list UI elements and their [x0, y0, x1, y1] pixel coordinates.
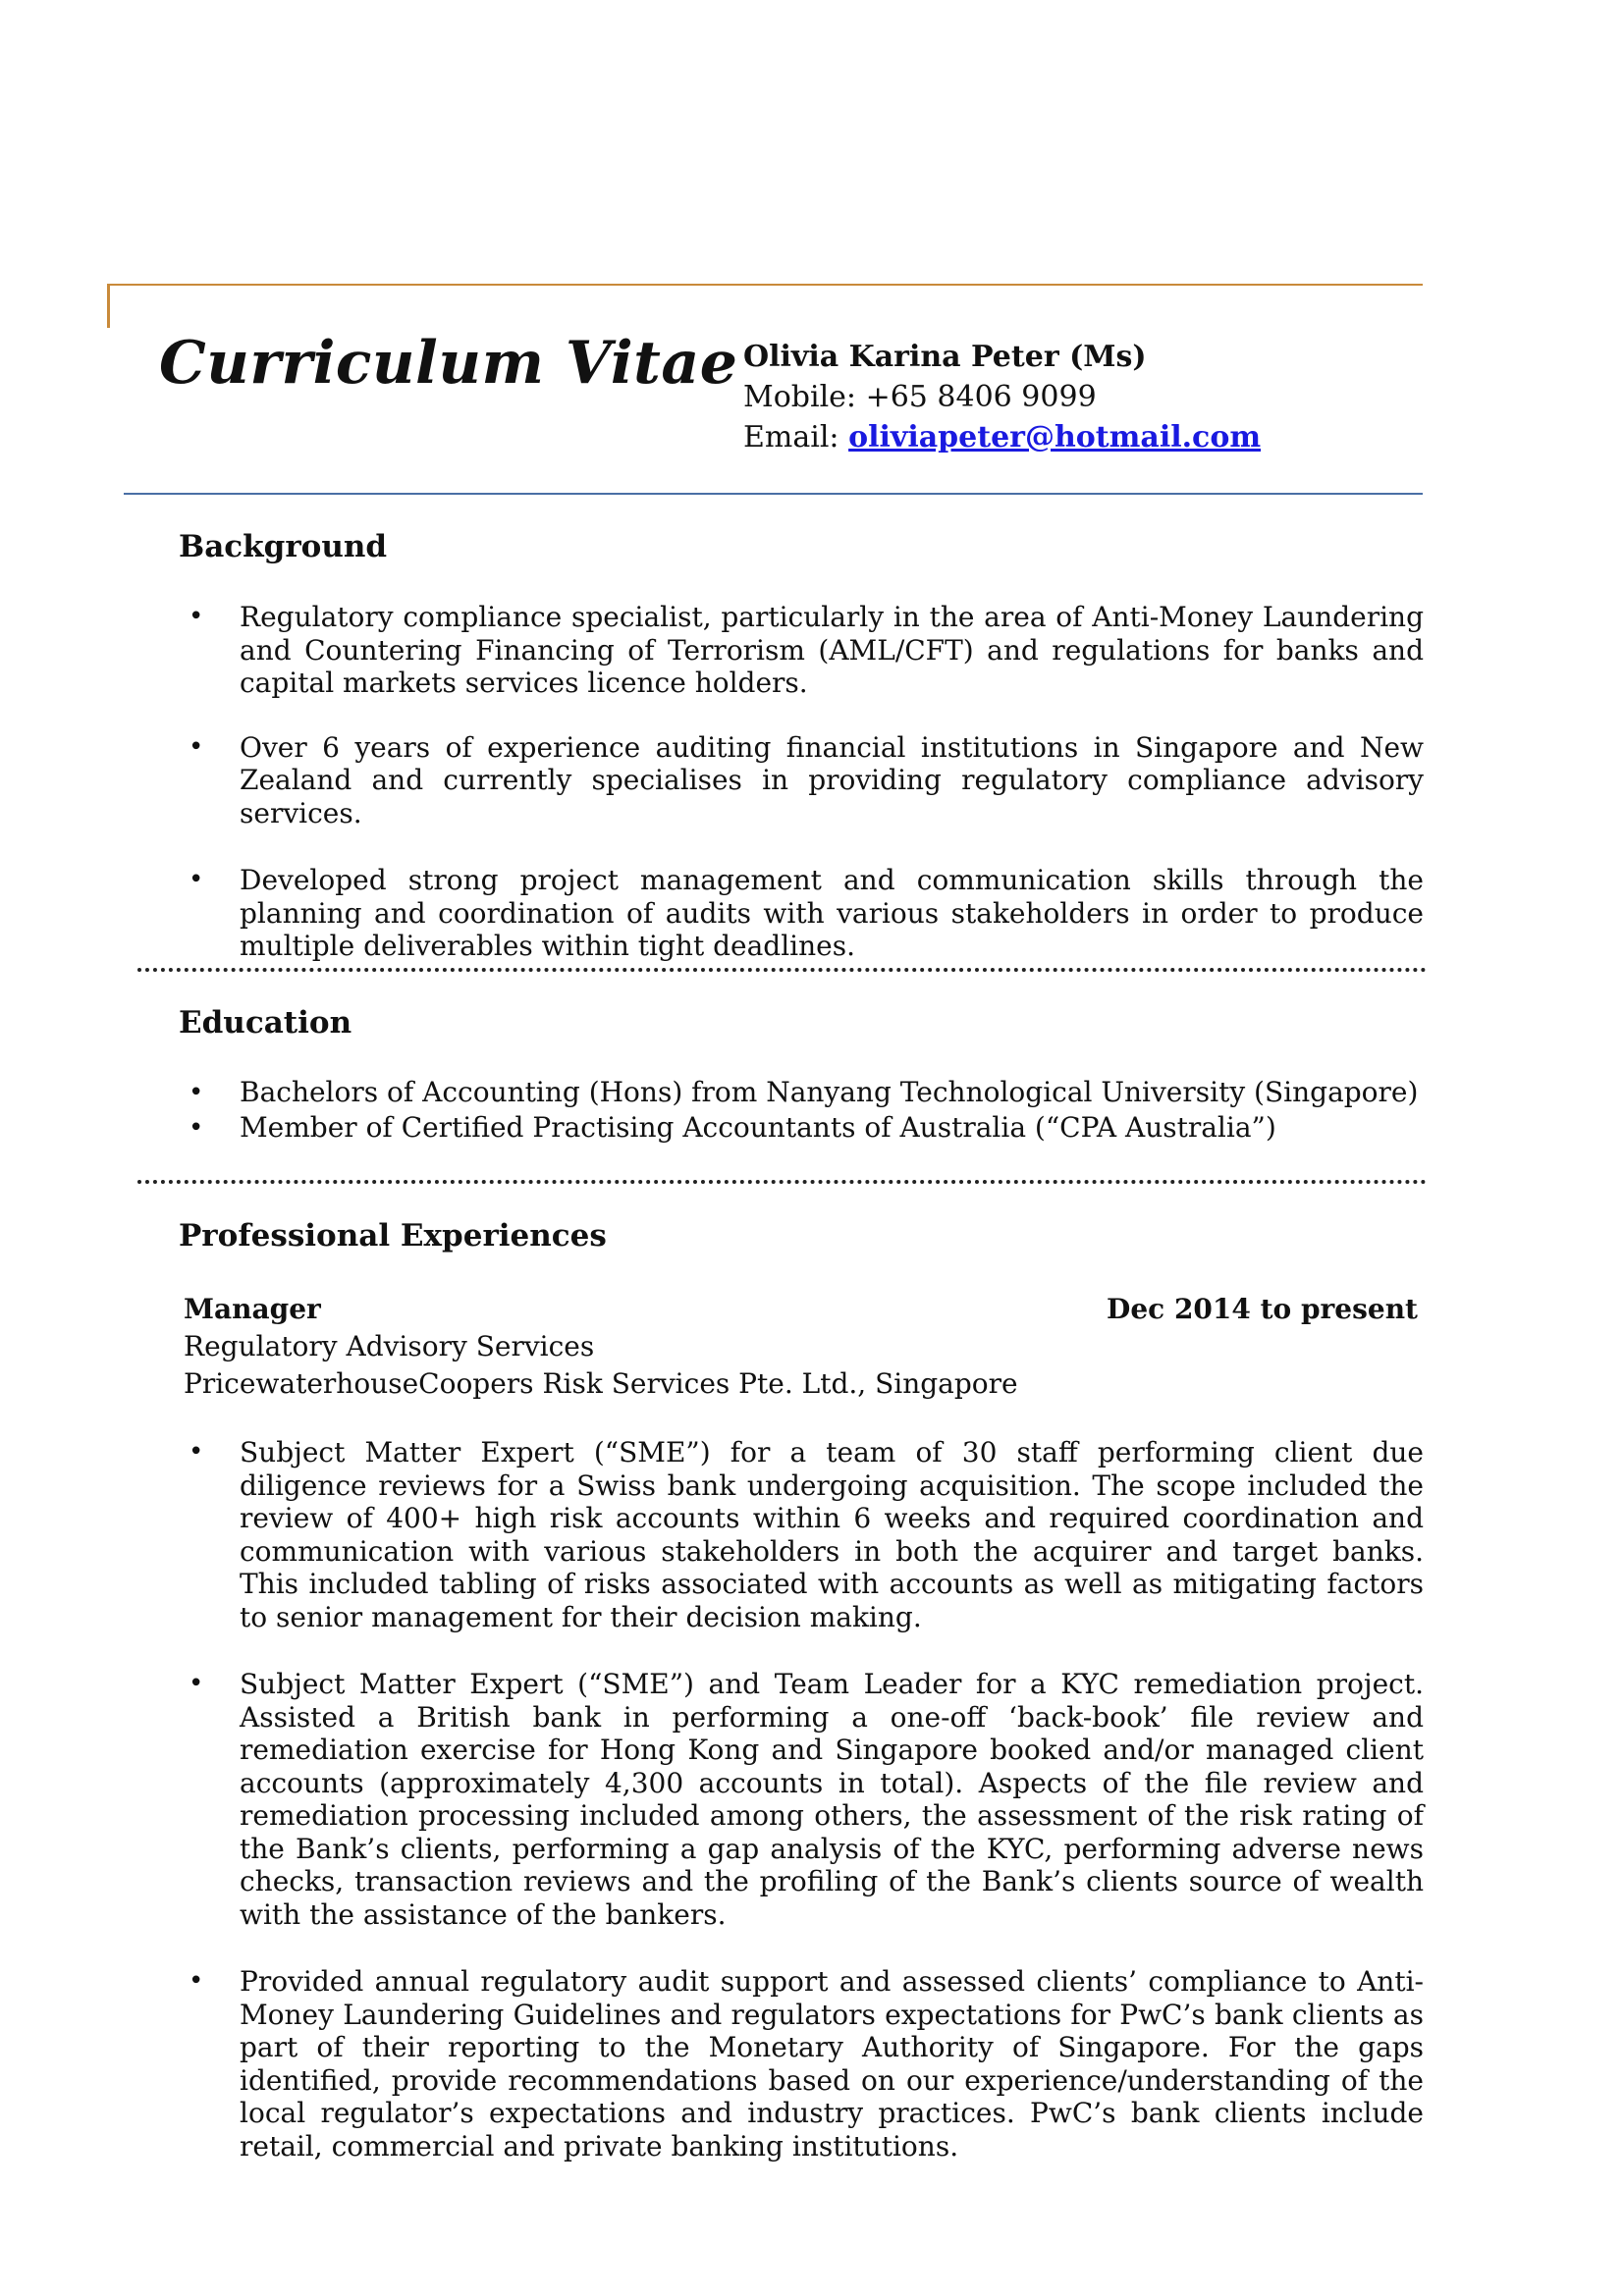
mobile-line — [743, 377, 1261, 417]
background-item: • Over 6 years of experience auditing financial institutions in Singapore and New Zealand and currently specialises in providing regulatory compliance advisory services. — [179, 731, 1424, 830]
background-heading: Background — [179, 529, 388, 564]
background-item: • Developed strong project management and communication skills through the planning and coordination of audits with various stakeholders in order to produce multiple deliverables within tight deadlines. — [179, 864, 1424, 963]
section-divider — [137, 1180, 1427, 1184]
candidate-name: Olivia Karina Peter (Ms) — [743, 340, 1147, 374]
education-list — [179, 1075, 1424, 1146]
contact-block — [743, 337, 1261, 457]
job-company: PricewaterhouseCoopers Risk Services Pte. Ltd., Singapore — [184, 1367, 1018, 1400]
email-link[interactable]: oliviapeter@hotmail.com — [848, 420, 1262, 454]
education-item: • Bachelors of Accounting (Hons) from Nanyang Technological University (Singapore) — [179, 1075, 1424, 1110]
mobile-label: Mobile: — [743, 380, 866, 414]
experience-heading: Professional Experiences — [179, 1218, 607, 1254]
experience-item: • Subject Matter Expert (“SME”) and Team Leader for a KYC remediation project. Assisted a British bank in performing a one-off ‘back-book’ file review and remediation exercise for Hong Kong and Singapore booked and/or managed client accounts (approximately 4,300 accounts in total). Aspects of the file review and remediation processing included among others, the assessment of the risk rating of the Bank’s clients, performing a gap analysis of the KYC, performing adverse news checks, transaction reviews and the profiling of the Bank’s clients source of wealth with the assistance of the bankers. — [179, 1668, 1424, 1931]
header-corner-tick — [107, 284, 110, 328]
email-line — [743, 417, 1261, 457]
mobile-number: +65 8406 9099 — [865, 380, 1097, 414]
header-bottom-rule — [124, 493, 1423, 495]
job-department: Regulatory Advisory Services — [184, 1330, 595, 1362]
education-item: • Member of Certified Practising Accountants of Australia (“CPA Australia”) — [179, 1110, 1424, 1146]
email-label: Email: — [743, 420, 849, 454]
background-item: • Regulatory compliance specialist, particularly in the area of Anti-Money Laundering and Countering Financing of Terrorism (AML/CFT) and regulations for banks and capital markets services licence holders. — [179, 601, 1424, 700]
experience-item: • Provided annual regulatory audit support and assessed clients’ compliance to Anti-Money Laundering Guidelines and regulators expectations for PwC’s bank clients as part of their reporting to the Monetary Authority of Singapore. For the gaps identified, provide recommendations based on our experience/understanding of the local regulator’s expectations and industry practices. PwC’s bank clients include retail, commercial and private banking institutions. — [179, 1965, 1424, 2163]
experience-list — [179, 1436, 1424, 2163]
education-heading: Education — [179, 1005, 352, 1041]
header-top-rule — [107, 284, 1423, 286]
job-title: Manager — [184, 1293, 321, 1325]
job-dates: Dec 2014 to present — [1107, 1293, 1418, 1325]
background-list — [179, 601, 1424, 963]
cv-title: Curriculum Vitae — [159, 329, 738, 398]
section-divider — [137, 968, 1427, 972]
experience-item: • Subject Matter Expert (“SME”) for a team of 30 staff performing client due diligence reviews for a Swiss bank undergoing acquisition. The scope included the review of 400+ high risk accounts within 6 weeks and required coordination and communication with various stakeholders in both the acquirer and target banks. This included tabling of risks associated with accounts as well as mitigating factors to senior management for their decision making. — [179, 1436, 1424, 1633]
